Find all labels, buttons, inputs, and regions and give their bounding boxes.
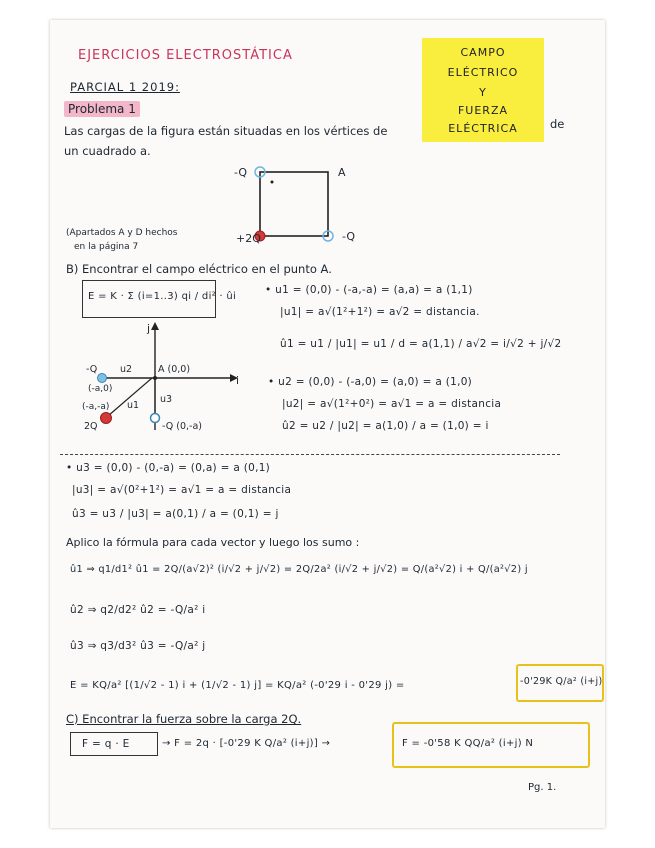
part-c-statement: C) Encontrar la fuerza sobre la carga 2Q. (66, 712, 302, 726)
u3-line: • u3 = (0,0) - (0,-a) = (0,a) = a (0,1) (66, 462, 271, 474)
square (260, 172, 328, 236)
u1-label: u1 (127, 400, 140, 411)
charge-bottom (151, 414, 160, 423)
charge-bottom-label: -Q (0,-a) (162, 421, 202, 432)
charge-left (98, 374, 107, 383)
charge-left-label: -Q (86, 364, 98, 375)
statement-line-1-end: de (550, 117, 565, 131)
main-formula: E = K · Σ (i=1..3) qi / di² · ûi (88, 291, 237, 302)
apply-line: û1 ⇒ q1/d1² û1 = 2Q/(a√2)² (i/√2 + j/√2) = 2Q/2a² (i/√2 + j/√2) = Q/(a²√2) i + Q/(a²√2) j (70, 564, 528, 575)
force-calculation: → F = 2q · [-0'29 K Q/a² (i+j)] → (162, 738, 331, 749)
u2-line: • u2 = (0,0) - (-a,0) = (a,0) = a (1,0) (268, 376, 473, 388)
sticky-note (422, 38, 544, 142)
field-result: E = KQ/a² [(1/√2 - 1) i + (1/√2 - 1) j] = KQ/a² (-0'29 i - 0'29 j) = (70, 680, 405, 691)
charge-bottom-left-2q (101, 413, 112, 424)
apply-line: û2 ⇒ q2/d2² û2 = -Q/a² i (70, 604, 206, 616)
charge-label-bottom-left: +2Q (236, 232, 261, 245)
charge-2q-label: 2Q (84, 421, 98, 432)
u1-line: û1 = u1 / |u1| = u1 / d = a(1,1) / a√2 = i/√2 + j/√2 (280, 338, 562, 350)
sticky-line: Y (479, 86, 487, 99)
force-result: F = -0'58 K QQ/a² (i+j) N (402, 738, 534, 749)
field-result-boxed: -0'29K Q/a² (i+j) (520, 676, 603, 687)
origin-point (153, 376, 157, 380)
charge-left-coord: (-a,0) (88, 384, 113, 394)
side-note-line-2: en la página 7 (74, 242, 139, 252)
charge-label-top-left: -Q (234, 166, 248, 179)
corner-coord: (-a,-a) (82, 402, 110, 412)
force-definition: F = q · E (82, 738, 130, 750)
sticky-line: ELÉCTRICA (448, 122, 518, 135)
u3-label: u3 (160, 394, 173, 405)
point-a-dot (271, 181, 274, 184)
apply-text: Aplico la fórmula para cada vector y luego los sumo : (66, 536, 360, 549)
page-title: EJERCICIOS ELECTROSTÁTICA (78, 48, 293, 63)
part-b-statement: B) Encontrar el campo eléctrico en el punto A. (66, 262, 332, 276)
u3-line: |u3| = a√(0²+1²) = a√1 = a = distancia (72, 484, 292, 496)
x-axis-label: i (236, 374, 240, 387)
u2-line: |u2| = a√(1²+0²) = a√1 = a = distancia (282, 398, 502, 410)
origin-label: A (0,0) (158, 364, 191, 375)
sticky-line: ELÉCTRICO (447, 66, 519, 79)
page-number: Pg. 1. (528, 782, 557, 793)
statement-line-1: Las cargas de la figura están situadas en los vértices de (64, 124, 388, 138)
u1-line: |u1| = a√(1²+1²) = a√2 = distancia. (280, 306, 480, 318)
side-note-line-1: (Apartados A y D hechos (66, 228, 178, 238)
u2-label: u2 (120, 364, 133, 375)
statement-line-2: un cuadrado a. (64, 144, 151, 158)
u2-line: û2 = u2 / |u2| = a(1,0) / a = (1,0) = i (282, 420, 489, 432)
apply-line: û3 ⇒ q3/d3² û3 = -Q/a² j (70, 640, 206, 652)
u1-line: • u1 = (0,0) - (-a,-a) = (a,a) = a (1,1) (265, 284, 473, 296)
sticky-line: CAMPO (460, 46, 506, 59)
sticky-line: FUERZA (457, 104, 509, 117)
y-axis-arrow (151, 322, 159, 330)
charge-label-bottom-right: -Q (342, 230, 356, 243)
y-axis-label: j (147, 322, 151, 335)
section-divider (60, 454, 560, 455)
point-a-label: A (338, 166, 346, 179)
u3-line: û3 = u3 / |u3| = a(0,1) / a = (0,1) = j (72, 508, 279, 520)
exam-label: PARCIAL 1 2019: (70, 80, 180, 94)
problem-label-text: Problema 1 (64, 101, 140, 117)
problem-label (64, 102, 140, 116)
